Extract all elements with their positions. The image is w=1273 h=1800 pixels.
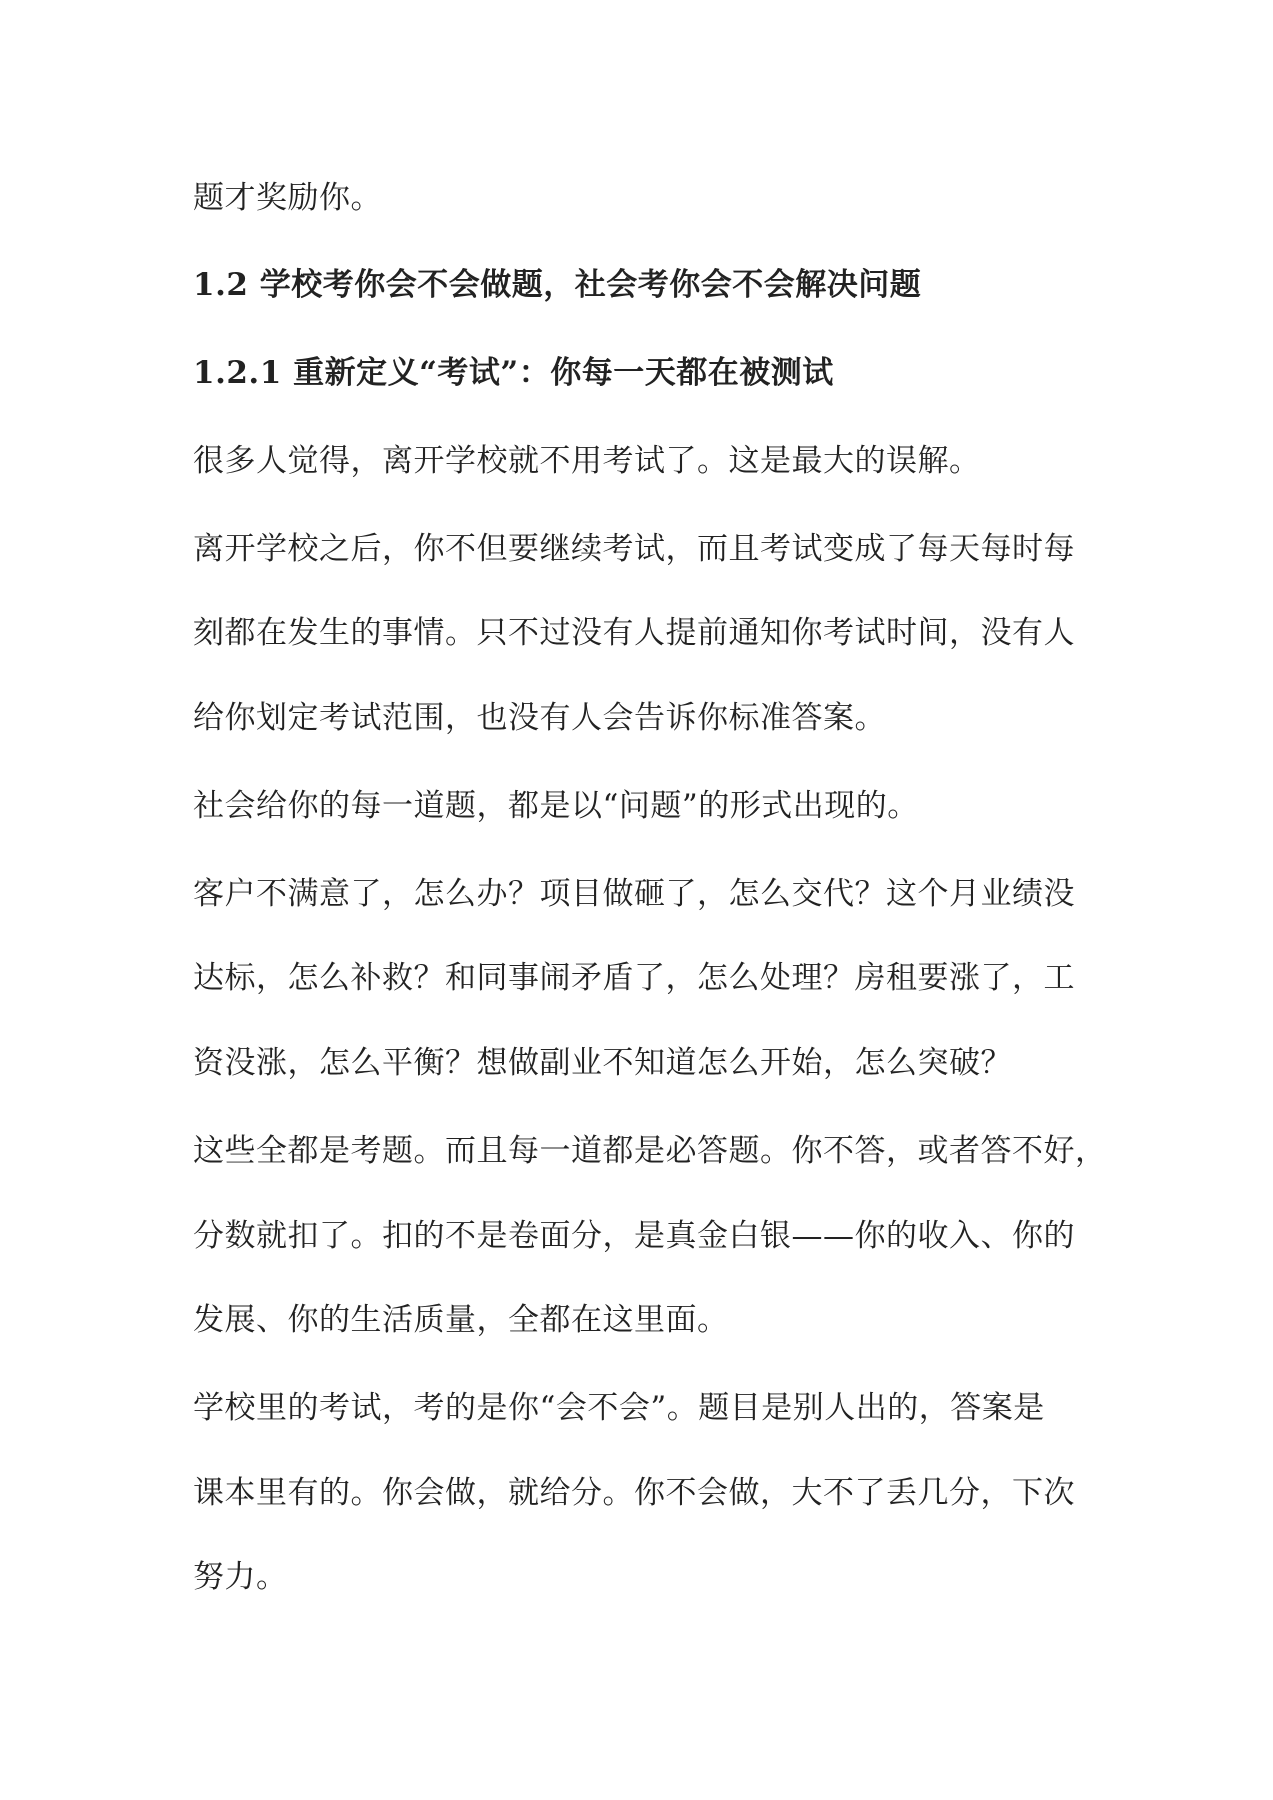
paragraph-line: 这些全都是考题。而且每一道都是必答题。你不答，或者答不好， bbox=[193, 1133, 1107, 1169]
paragraph-line: 努力。 bbox=[193, 1559, 288, 1595]
subsection-heading: 1.2.1 重新定义“考试”：你每一天都在被测试 bbox=[193, 355, 834, 391]
section-heading: 1.2 学校考你会不会做题，社会考你会不会解决问题 bbox=[193, 267, 922, 303]
paragraph-line: 分数就扣了。扣的不是卷面分，是真金白银——你的收入、你的 bbox=[193, 1218, 1075, 1254]
paragraph-line: 题才奖励你。 bbox=[193, 180, 382, 216]
paragraph-line: 资没涨，怎么平衡？想做副业不知道怎么开始，怎么突破？ bbox=[193, 1045, 1012, 1081]
paragraph-line: 给你划定考试范围，也没有人会告诉你标准答案。 bbox=[193, 700, 886, 736]
paragraph-line: 学校里的考试，考的是你“会不会”。题目是别人出的，答案是 bbox=[193, 1390, 1045, 1426]
paragraph-line: 刻都在发生的事情。只不过没有人提前通知你考试时间，没有人 bbox=[193, 615, 1075, 651]
paragraph-line: 离开学校之后，你不但要继续考试，而且考试变成了每天每时每 bbox=[193, 531, 1075, 567]
paragraph-line: 达标，怎么补救？和同事闹矛盾了，怎么处理？房租要涨了，工 bbox=[193, 960, 1075, 996]
paragraph-line: 课本里有的。你会做，就给分。你不会做，大不了丢几分，下次 bbox=[193, 1475, 1075, 1511]
paragraph-line: 发展、你的生活质量，全都在这里面。 bbox=[193, 1302, 729, 1338]
paragraph-line: 社会给你的每一道题，都是以“问题”的形式出现的。 bbox=[193, 788, 919, 824]
paragraph-line: 客户不满意了，怎么办？项目做砸了，怎么交代？这个月业绩没 bbox=[193, 876, 1075, 912]
paragraph-line: 很多人觉得，离开学校就不用考试了。这是最大的误解。 bbox=[193, 443, 981, 479]
